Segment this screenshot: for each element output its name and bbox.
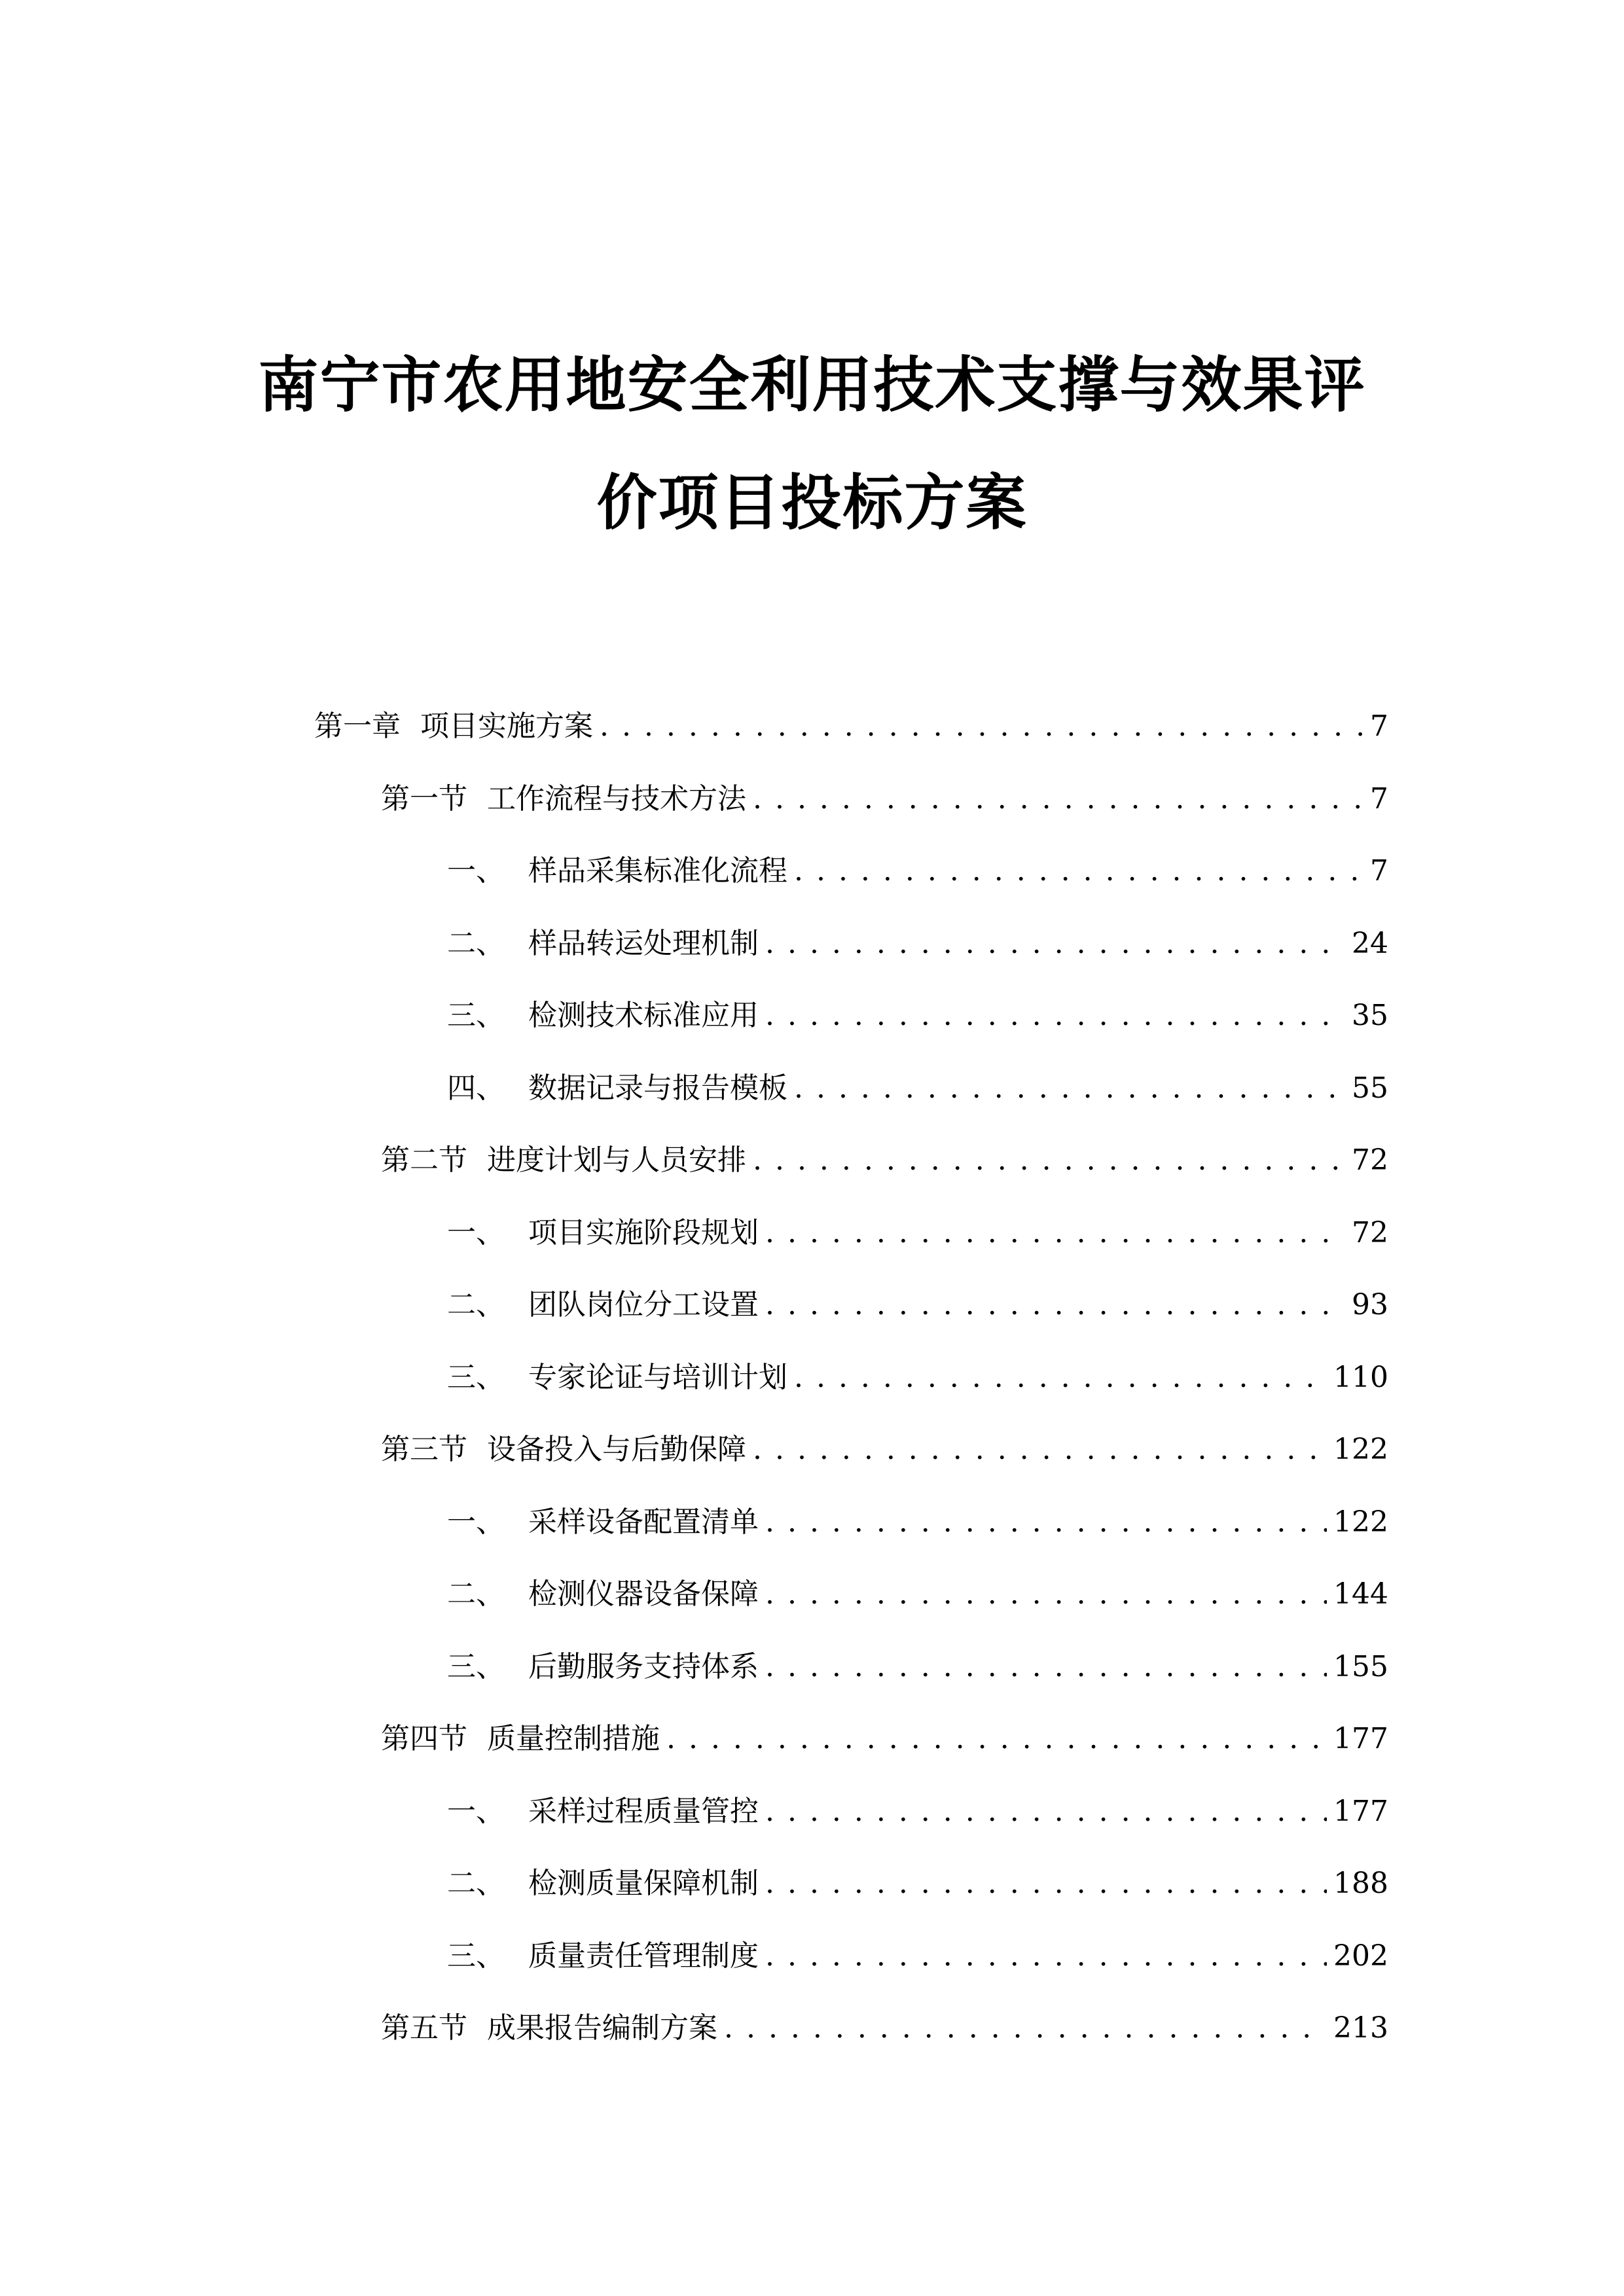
toc-entry-number: 二、 xyxy=(447,1288,505,1321)
toc-dot-leader xyxy=(765,1647,1327,1687)
toc-entry-page: 122 xyxy=(1333,1505,1388,1539)
toc-dot-leader xyxy=(794,852,1363,891)
toc-entry[interactable] xyxy=(447,852,1388,891)
toc-entry-page: 55 xyxy=(1352,1071,1388,1105)
toc-entry-number: 三、 xyxy=(447,1360,505,1394)
toc-dot-leader xyxy=(765,1213,1345,1253)
toc-entry-page: 202 xyxy=(1333,1939,1388,1973)
toc-entry-number: 一、 xyxy=(447,1794,505,1828)
toc-entry-page: 155 xyxy=(1333,1649,1388,1683)
toc-entry-title: 样品采集标准化流程 xyxy=(528,854,787,888)
toc-entry[interactable] xyxy=(447,924,1388,963)
toc-entry-title: 团队岗位分工设置 xyxy=(528,1288,759,1321)
toc-entry[interactable] xyxy=(381,2009,1388,2048)
toc-entry-number: 第一节 xyxy=(381,781,467,816)
toc-entry-number: 第四节 xyxy=(381,1722,467,1755)
toc-entry-number: 三、 xyxy=(447,1939,505,1973)
toc-entry[interactable] xyxy=(447,1575,1388,1614)
toc-dot-leader xyxy=(794,1358,1327,1397)
toc-entry-page: 7 xyxy=(1370,854,1388,888)
toc-entry-number: 四、 xyxy=(447,1071,505,1105)
toc-entry-title: 采样过程质量管控 xyxy=(528,1794,759,1828)
toc-entry[interactable] xyxy=(381,780,1388,819)
toc-entry-page: 72 xyxy=(1352,1215,1388,1249)
toc-entry-page: 110 xyxy=(1333,1360,1388,1394)
toc-entry[interactable] xyxy=(447,1792,1388,1831)
toc-entry-title: 采样设备配置清单 xyxy=(528,1505,759,1539)
toc-entry[interactable] xyxy=(381,1430,1388,1469)
toc-entry-page: 213 xyxy=(1333,2011,1388,2045)
toc-entry[interactable] xyxy=(314,707,1388,746)
toc-entry-number: 第一章 xyxy=(314,709,401,743)
toc-entry[interactable] xyxy=(447,996,1388,1035)
toc-entry[interactable] xyxy=(447,1069,1388,1108)
toc-entry-page: 144 xyxy=(1333,1577,1388,1611)
toc-entry-number: 二、 xyxy=(447,1867,505,1900)
toc-entry-page: 177 xyxy=(1333,1722,1388,1755)
toc-dot-leader xyxy=(753,780,1363,819)
toc-dot-leader xyxy=(753,1141,1345,1180)
toc-entry-title: 检测技术标准应用 xyxy=(528,999,759,1032)
toc-entry-title: 工作流程与技术方法 xyxy=(487,781,746,816)
toc-entry-title: 检测仪器设备保障 xyxy=(528,1577,759,1611)
toc-entry[interactable] xyxy=(447,1358,1388,1397)
toc-dot-leader xyxy=(765,1864,1327,1903)
toc-dot-leader xyxy=(724,2009,1327,2048)
toc-entry[interactable] xyxy=(381,1719,1388,1759)
toc-entry-page: 35 xyxy=(1352,999,1388,1032)
toc-entry-title: 设备投入与后勤保障 xyxy=(487,1433,746,1466)
toc-entry[interactable] xyxy=(447,1285,1388,1325)
toc-entry-title: 样品转运处理机制 xyxy=(528,926,759,960)
toc-entry[interactable] xyxy=(381,1141,1388,1180)
toc-dot-leader xyxy=(765,1937,1327,1976)
toc-dot-leader xyxy=(666,1719,1327,1759)
toc-dot-leader xyxy=(765,1575,1327,1614)
toc-entry-title: 数据记录与报告模板 xyxy=(528,1071,787,1105)
toc-entry-title: 检测质量保障机制 xyxy=(528,1867,759,1900)
toc-entry-page: 7 xyxy=(1370,709,1388,743)
toc-entry-number: 一、 xyxy=(447,1505,505,1539)
toc-entry[interactable] xyxy=(447,1647,1388,1687)
toc-entry-page: 122 xyxy=(1333,1433,1388,1466)
toc-entry-page: 72 xyxy=(1352,1143,1388,1177)
toc-entry-title: 项目实施阶段规划 xyxy=(528,1215,759,1249)
toc-entry[interactable] xyxy=(447,1213,1388,1253)
toc-entry-number: 一、 xyxy=(447,1215,505,1249)
toc-entry-number: 二、 xyxy=(447,926,505,960)
toc-entry-page: 7 xyxy=(1370,781,1388,816)
toc-dot-leader xyxy=(765,1503,1327,1542)
toc-entry[interactable] xyxy=(447,1937,1388,1976)
toc-entry-number: 二、 xyxy=(447,1577,505,1611)
toc-entry-page: 93 xyxy=(1352,1288,1388,1321)
toc-entry-number: 三、 xyxy=(447,1649,505,1683)
toc-dot-leader xyxy=(765,924,1345,963)
document-title-line-1: 南宁市农用地安全利用技术支撑与效果评 xyxy=(258,350,1366,420)
toc-entry-title: 项目实施方案 xyxy=(420,709,593,743)
toc-entry-number: 第三节 xyxy=(381,1433,467,1466)
toc-entry-title: 进度计划与人员安排 xyxy=(487,1143,746,1177)
toc-dot-leader xyxy=(765,1792,1327,1831)
document-title-line-2: 价项目投标方案 xyxy=(596,468,1028,538)
toc-entry-title: 质量责任管理制度 xyxy=(528,1939,759,1973)
toc-entry-title: 成果报告编制方案 xyxy=(487,2011,717,2045)
toc-entry-title: 后勤服务支持体系 xyxy=(528,1649,759,1683)
toc-entry-title: 质量控制措施 xyxy=(487,1722,660,1755)
toc-dot-leader xyxy=(765,1285,1345,1325)
toc-entry[interactable] xyxy=(447,1864,1388,1903)
toc-entry-page: 188 xyxy=(1333,1867,1388,1900)
toc-entry-number: 一、 xyxy=(447,854,505,888)
toc-entry-number: 第五节 xyxy=(381,2011,467,2045)
toc-entry[interactable] xyxy=(447,1503,1388,1542)
toc-entry-page: 24 xyxy=(1352,926,1388,960)
toc-entry-page: 177 xyxy=(1333,1794,1388,1828)
toc-entry-number: 三、 xyxy=(447,999,505,1032)
toc-entry-number: 第二节 xyxy=(381,1143,467,1177)
toc-dot-leader xyxy=(600,707,1363,746)
toc-dot-leader xyxy=(794,1069,1345,1108)
toc-dot-leader xyxy=(765,996,1345,1035)
toc-dot-leader xyxy=(753,1430,1327,1469)
toc-entry-title: 专家论证与培训计划 xyxy=(528,1360,787,1394)
